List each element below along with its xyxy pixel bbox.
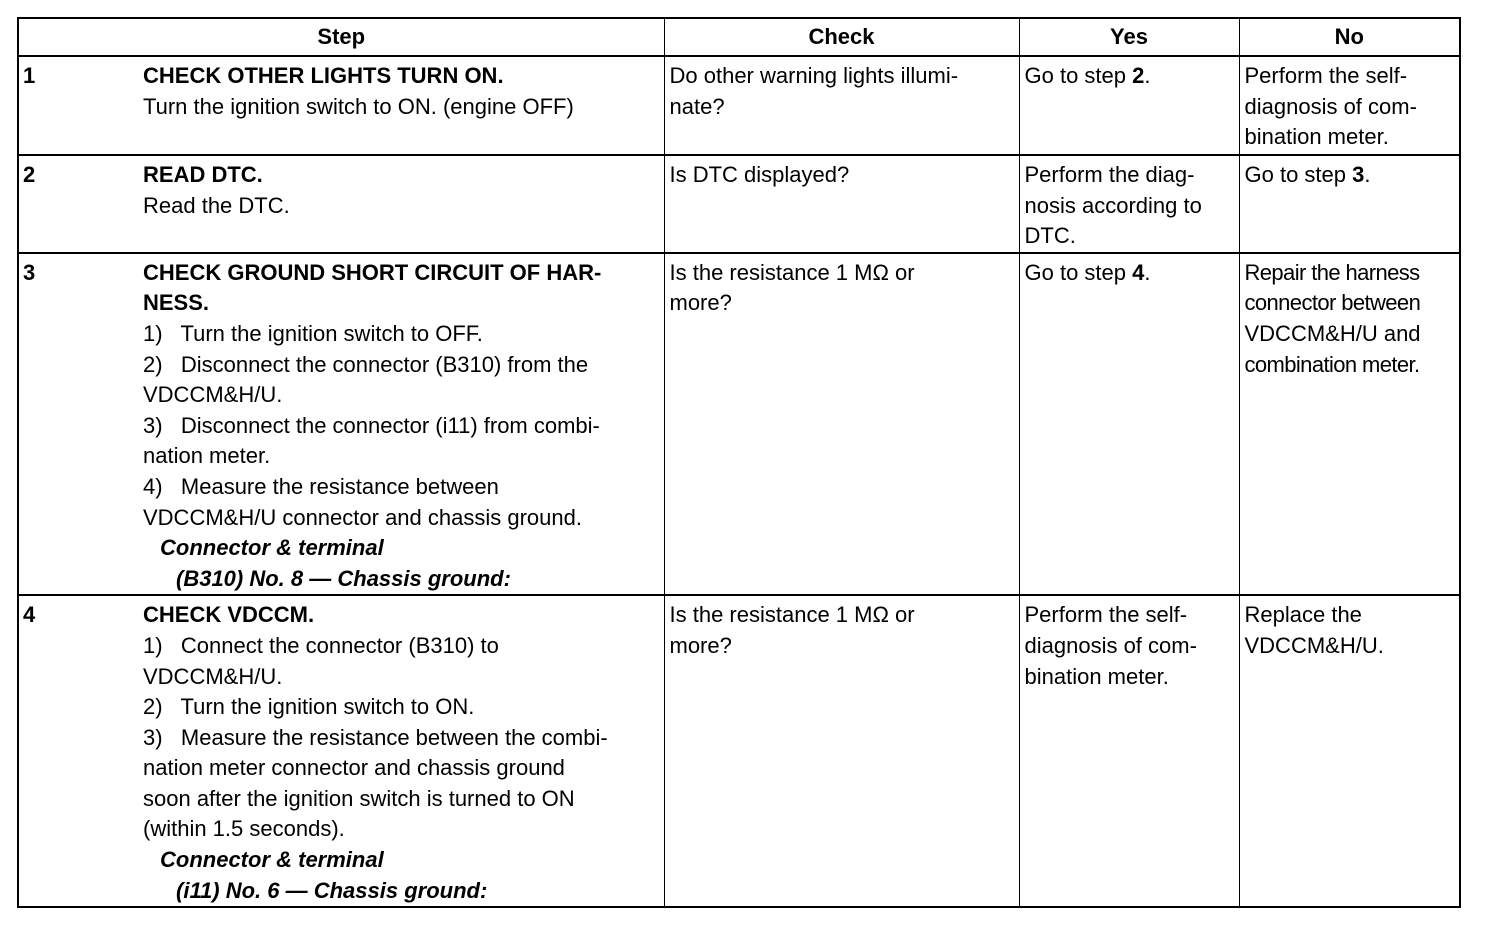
no-cell	[1239, 155, 1460, 253]
check-text	[665, 254, 1019, 319]
step-line: nation meter connector and chassis ground	[143, 755, 565, 781]
step-line: 2) Disconnect the connector (B310) from the	[143, 351, 589, 377]
step-text	[143, 596, 664, 906]
step-line: CHECK VDCCM.	[143, 602, 315, 628]
yes-text-segment: .	[1144, 259, 1151, 285]
step-reference: 2	[1132, 63, 1145, 88]
step-number: 4	[23, 602, 36, 628]
yes-text-segment: bination meter.	[1024, 663, 1169, 689]
no-cell	[1239, 595, 1460, 907]
step-line: 2) Turn the ignition switch to ON.	[143, 694, 475, 720]
yes-text	[1020, 156, 1239, 252]
no-text	[1240, 156, 1460, 191]
step-line: VDCCM&H/U connector and chassis ground.	[143, 504, 582, 530]
step-line: nation meter.	[143, 443, 271, 469]
table-row	[18, 56, 1460, 155]
step-line: 3) Measure the resistance between the combi-	[143, 724, 608, 750]
check-line: more?	[669, 632, 732, 658]
yes-line	[1025, 191, 1235, 222]
step-cell	[18, 155, 664, 253]
yes-cell	[1019, 253, 1239, 596]
step-line: CHECK GROUND SHORT CIRCUIT OF HAR-	[143, 259, 602, 285]
step-line: Connector & terminal	[160, 847, 384, 873]
yes-text-segment: Perform the diag-	[1024, 162, 1195, 187]
no-line	[1245, 631, 1456, 662]
yes-text-segment: Perform the self-	[1024, 602, 1188, 628]
table-row	[18, 155, 1460, 253]
step-line: Connector & terminal	[160, 535, 384, 561]
no-line	[1245, 288, 1456, 319]
no-line	[1245, 350, 1456, 381]
diagnostic-table	[17, 17, 1461, 908]
check-line: more?	[669, 290, 732, 316]
yes-text-segment: Go to step	[1024, 259, 1133, 285]
header-no: No	[1239, 18, 1460, 56]
no-text-segment: bination meter.	[1244, 124, 1389, 150]
no-text	[1240, 57, 1460, 153]
step-line: 3) Disconnect the connector (i11) from combi-	[143, 412, 600, 438]
no-line	[1245, 61, 1456, 92]
yes-line	[1025, 61, 1235, 92]
no-line	[1245, 122, 1456, 153]
step-number: 1	[23, 63, 36, 88]
yes-cell	[1019, 595, 1239, 907]
no-text	[1240, 254, 1460, 380]
table-row	[18, 253, 1460, 596]
step-line: VDCCM&H/U.	[143, 663, 283, 689]
step-line: 4) Measure the resistance between	[143, 473, 499, 499]
no-text-segment: VDCCM&H/U.	[1244, 632, 1384, 658]
check-text	[665, 596, 1019, 661]
yes-text	[1020, 596, 1239, 692]
no-text-segment: .	[1364, 162, 1371, 187]
step-line: Turn the ignition switch to ON. (engine OFF)	[143, 93, 574, 119]
yes-cell	[1019, 155, 1239, 253]
yes-text	[1020, 57, 1239, 92]
step-line: (i11) No. 6 — Chassis ground:	[176, 877, 488, 903]
no-line	[1245, 319, 1456, 350]
step-line: 1) Turn the ignition switch to OFF.	[143, 320, 483, 346]
no-line	[1245, 600, 1456, 631]
no-text	[1240, 596, 1460, 661]
check-cell	[664, 595, 1019, 907]
yes-text-segment: DTC.	[1024, 223, 1076, 249]
yes-text	[1020, 254, 1239, 289]
yes-line	[1025, 662, 1235, 693]
check-line: nate?	[669, 93, 725, 119]
step-line: CHECK OTHER LIGHTS TURN ON.	[143, 63, 504, 88]
check-line: Is the resistance 1 MΩ or	[669, 259, 915, 285]
no-cell	[1239, 56, 1460, 155]
step-line: (within 1.5 seconds).	[143, 816, 345, 842]
yes-text-segment: diagnosis of com-	[1024, 632, 1197, 658]
yes-line	[1025, 258, 1235, 289]
step-reference: 3	[1352, 162, 1365, 187]
step-number: 3	[23, 259, 36, 285]
no-text-segment: Perform the self-	[1244, 63, 1408, 88]
check-text	[665, 57, 1019, 122]
yes-text-segment: .	[1144, 63, 1151, 88]
step-cell	[18, 595, 664, 907]
yes-text-segment: nosis according to	[1024, 192, 1202, 218]
no-text-segment: connector between	[1244, 290, 1421, 316]
check-line: Is the resistance 1 MΩ or	[669, 602, 915, 628]
no-text-segment: Repair the harness	[1244, 259, 1420, 285]
check-cell	[664, 253, 1019, 596]
step-line: Read the DTC.	[143, 192, 290, 218]
step-text	[143, 254, 664, 595]
step-line: 1) Connect the connector (B310) to	[143, 632, 499, 658]
header-step: Step	[18, 18, 664, 56]
header-row	[18, 18, 1460, 56]
no-text-segment: VDCCM&H/U and	[1244, 320, 1421, 346]
step-reference: 4	[1132, 259, 1145, 285]
yes-cell	[1019, 56, 1239, 155]
no-line	[1245, 160, 1456, 191]
check-line: Is DTC displayed?	[669, 162, 850, 187]
step-line: READ DTC.	[143, 162, 263, 187]
yes-line	[1025, 160, 1235, 191]
step-text	[143, 57, 664, 122]
step-cell	[18, 253, 664, 596]
check-line: Do other warning lights illumi-	[669, 63, 959, 88]
yes-line	[1025, 221, 1235, 252]
step-text	[143, 156, 664, 221]
check-cell	[664, 56, 1019, 155]
no-text-segment: Go to step	[1244, 162, 1353, 187]
yes-line	[1025, 631, 1235, 662]
step-line: VDCCM&H/U.	[143, 382, 283, 408]
step-line: NESS.	[143, 290, 210, 316]
step-number: 2	[23, 162, 36, 187]
check-cell	[664, 155, 1019, 253]
check-text	[665, 156, 1019, 191]
step-line: (B310) No. 8 — Chassis ground:	[176, 565, 511, 591]
no-line	[1245, 92, 1456, 123]
no-line	[1245, 258, 1456, 289]
table-row	[18, 595, 1460, 907]
step-line: soon after the ignition switch is turned to ON	[143, 785, 575, 811]
yes-text-segment: Go to step	[1024, 63, 1133, 88]
no-text-segment: diagnosis of com-	[1244, 93, 1417, 119]
step-cell	[18, 56, 664, 155]
header-yes: Yes	[1019, 18, 1239, 56]
no-text-segment: combination meter.	[1244, 351, 1420, 377]
yes-line	[1025, 600, 1235, 631]
header-check: Check	[664, 18, 1019, 56]
no-cell	[1239, 253, 1460, 596]
no-text-segment: Replace the	[1244, 602, 1362, 628]
